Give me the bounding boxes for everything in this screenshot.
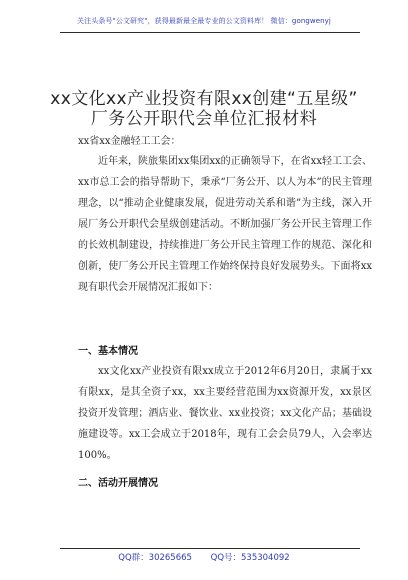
footer-qq: QQ号：535304092 — [210, 553, 290, 563]
footer-divider — [60, 548, 360, 549]
section-heading-activities: 二、活动开展情况 — [78, 478, 158, 489]
footer-qq-group: QQ群：30265665 — [118, 553, 192, 563]
document-title-line-2: 厂务公开职代会单位汇报材料 — [90, 109, 318, 129]
header-note: 关注头条号"公文研究"，获得最新最全最专业的公文资料库！ 微信：gongwenyj — [77, 17, 331, 25]
document-title-line-1: xx文化xx产业投资有限xx创建“五星级” — [50, 89, 358, 109]
section-heading-basic-info: 一、基本情况 — [78, 346, 138, 357]
header-divider — [60, 32, 360, 33]
basic-info-paragraph: xx文化xx产业投资有限xx成立于2012年6月20日，隶属于xx有限xx，是其全资子xx，xx主要经营范围为xx资源开发，xx景区投资开发管理；酒店业、餐饮业、xx业投资；xx文化产品；基础设施建设等。xx工会成立于2018年，现有工会会员79人，入会率达100%。 — [78, 366, 372, 461]
salutation: xx省xx金融轻工工会： — [78, 136, 181, 147]
footer-contact — [0, 551, 408, 563]
intro-paragraph: 近年来，陕旅集团xx集团xx的正确领导下，在省xx轻工工会、xx市总工会的指导帮助下，秉承“厂务公开、以人为本”的民主管理理念，以“推动企业健康发展，促进劳动关系和谐”为主线，深入开展厂务公开职代会星级创建活动。不断加强厂务公开民主管理工作的长效机制建设，持续推进厂务公开民主管理工作的规范、深化和创新，使厂务公开民主管理工作始终保持良好发展势头。下面将xx现有职代会开展情况汇报如下： — [78, 156, 372, 293]
